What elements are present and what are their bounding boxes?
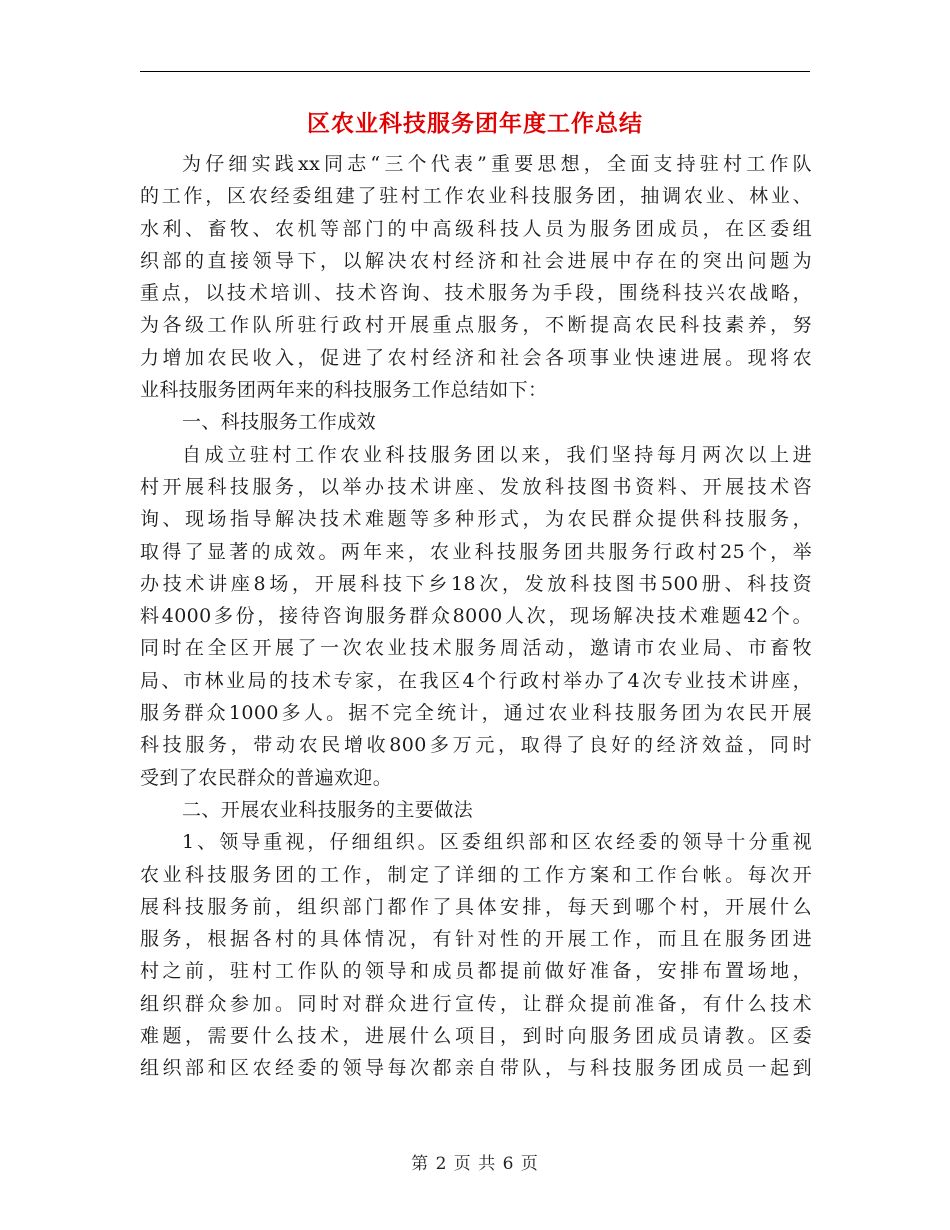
- paragraph-line: 询、现场指导解决技术难题等多种形式，为农民群众提供科技服务，: [140, 508, 812, 531]
- paragraph-line: 为仔细实践xx同志“三个代表”重要思想，全面支持驻村工作队: [182, 153, 812, 175]
- paragraph-line: 的工作，区农经委组建了驻村工作农业科技服务团，抽调农业、林业、: [140, 185, 812, 208]
- paragraph-line: 村开展科技服务，以举办技术讲座、发放科技图书资料、开展技术咨: [140, 475, 812, 498]
- paragraph-line: 农业科技服务团的工作，制定了详细的工作方案和工作台帐。每次开: [140, 863, 812, 886]
- paragraph-line: 料4000多份，接待咨询服务群众8000人次，现场解决技术难题42个。: [140, 605, 812, 628]
- paragraph-line: 力增加农民收入，促进了农村经济和社会各项事业快速进展。现将农: [140, 346, 812, 369]
- paragraph-line: 取得了显著的成效。两年来，农业科技服务团共服务行政村25个，举: [140, 540, 812, 563]
- paragraph-line: 科技服务，带动农民增收800多万元，取得了良好的经济效益，同时: [140, 734, 812, 757]
- paragraph-line: 组织群众参加。同时对群众进行宣传，让群众提前准备，有什么技术: [140, 992, 812, 1015]
- paragraph-line: 办技术讲座8场，开展科技下乡18次，发放科技图书500册、科技资: [140, 572, 812, 595]
- section-heading: 二、开展农业科技服务的主要做法: [182, 798, 474, 821]
- paragraph-line: 同时在全区开展了一次农业技术服务周活动，邀请市农业局、市畜牧: [140, 637, 812, 660]
- paragraph-line: 展科技服务前，组织部门都作了具体安排，每天到哪个村，开展什么: [140, 895, 812, 918]
- paragraph-line: 1、领导重视，仔细组织。区委组织部和区农经委的领导十分重视: [182, 831, 812, 854]
- paragraph-line: 水利、畜牧、农机等部门的中高级科技人员为服务团成员，在区委组: [140, 217, 812, 240]
- paragraph-line: 重点，以技术培训、技术咨询、技术服务为手段，围绕科技兴农战略，: [140, 282, 812, 305]
- paragraph-line: 为各级工作队所驻行政村开展重点服务，不断提高农民科技素养，努: [140, 314, 812, 337]
- paragraph-line: 织部的直接领导下，以解决农村经济和社会进展中存在的突出问题为: [140, 249, 812, 272]
- header-rule: [140, 71, 810, 72]
- paragraph-line: 难题，需要什么技术，进展什么项目，到时向服务团成员请教。区委: [140, 1025, 812, 1048]
- paragraph-line: 业科技服务团两年来的科技服务工作总结如下：: [140, 379, 548, 402]
- paragraph-line: 自成立驻村工作农业科技服务团以来，我们坚持每月两次以上进: [182, 443, 812, 466]
- section-heading: 一、科技服务工作成效: [182, 411, 377, 434]
- paragraph-line: 服务，根据各村的具体情况，有针对性的开展工作，而且在服务团进: [140, 928, 812, 951]
- paragraph-line: 受到了农民群众的普遍欢迎。: [140, 766, 393, 789]
- paragraph-line: 村之前，驻村工作队的领导和成员都提前做好准备，安排布置场地，: [140, 960, 812, 983]
- page-number: 第 2 页 共 6 页: [411, 1154, 539, 1174]
- paragraph-line: 组织部和区农经委的领导每次都亲自带队，与科技服务团成员一起到: [140, 1057, 812, 1080]
- document-title: 区农业科技服务团年度工作总结: [307, 110, 643, 137]
- document-body: [140, 148, 812, 1085]
- paragraph-line: 服务群众1000多人。据不完全统计，通过农业科技服务团为农民开展: [140, 702, 812, 725]
- paragraph-line: 局、市林业局的技术专家，在我区4个行政村举办了4次专业技术讲座，: [140, 669, 812, 692]
